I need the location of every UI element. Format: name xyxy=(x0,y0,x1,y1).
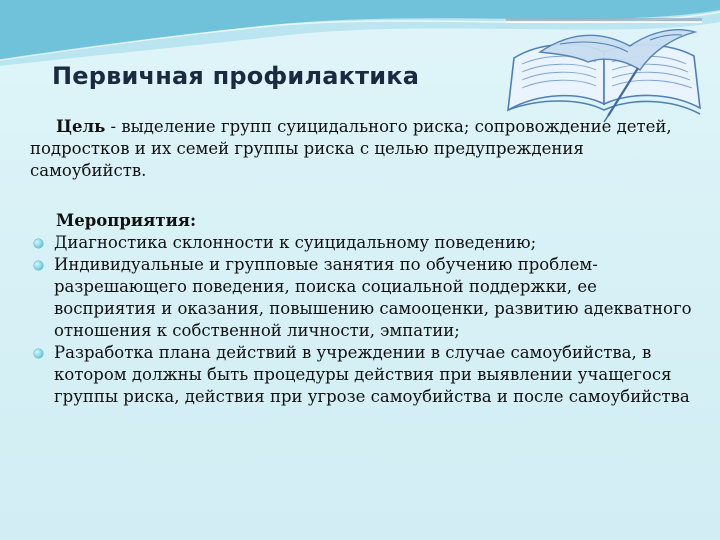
book-with-quill-icon xyxy=(500,12,715,124)
measures-list xyxy=(30,232,700,408)
round-bullet-icon xyxy=(34,349,43,358)
measures-heading: Мероприятия: xyxy=(56,211,197,230)
measure-text: Диагностика склонности к суицидальному поведению; xyxy=(54,233,537,252)
list-item xyxy=(54,254,700,342)
list-item xyxy=(54,232,700,254)
goal-label: Цель xyxy=(56,117,106,136)
goal-paragraph xyxy=(30,116,700,182)
round-bullet-icon xyxy=(34,261,43,270)
slide-title: Первичная профилактика xyxy=(52,62,420,90)
slide-body xyxy=(30,116,700,408)
measure-text: Индивидуальные и групповые занятия по обучению проблем-разрешающего поведения, поиска социальной поддержки, ее восприятия и оказания, повышению самооценки, развитию адекватного отношения к собственной личности, эмпатии; xyxy=(54,255,692,340)
goal-text: - выделение групп суицидального риска; сопровождение детей, подростков и их семей группы риска с целью предупреждения самоубийств. xyxy=(30,117,672,180)
round-bullet-icon xyxy=(34,239,43,248)
list-item xyxy=(54,342,700,408)
measure-text: Разработка плана действий в учреждении в случае самоубийства, в котором должны быть процедуры действия при выявлении учащегося группы риска, действия при угрозе самоубийства и после самоубийства xyxy=(54,343,690,406)
